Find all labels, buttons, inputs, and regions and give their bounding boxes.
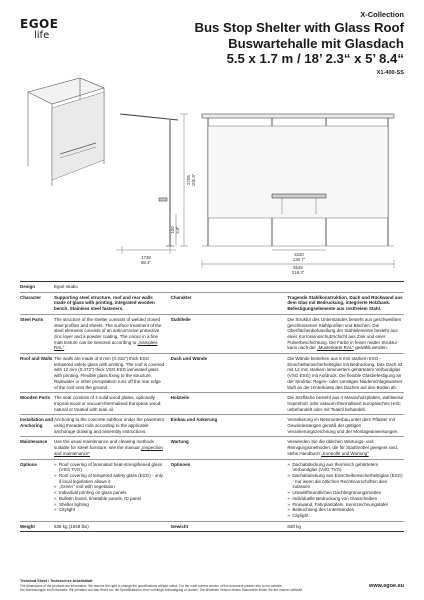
label-roof-en: Roof and Walls [20, 356, 53, 362]
value-maint-de [287, 437, 404, 459]
page-footer [20, 579, 404, 592]
brand-subline: life [34, 30, 50, 41]
page-header [104, 10, 404, 77]
label-weight-de: Gewicht [170, 523, 189, 529]
dim-clear-mm: 100 [170, 226, 175, 234]
front-view-labels [292, 252, 306, 274]
option-item: » Shelter lighting [54, 502, 165, 508]
label-weight-en: Weight [20, 523, 35, 529]
label-maint-de: Wartung [170, 439, 189, 445]
label-steel-de: Stahlteile [170, 316, 191, 322]
maint-en-text: Use the usual maintenance and cleaning methods suitable for street furniture, see the manual [54, 439, 154, 451]
option-item: » Bulletin board, timetable panels, ID panel [54, 496, 165, 502]
spec-row-wood [20, 393, 404, 415]
spec-row-character [20, 292, 404, 314]
steel-en-link[interactable]: „Sampleis RAL“ [54, 339, 158, 351]
option-item: » Beleuchtung des Unterstandes [287, 507, 404, 513]
value-character-de: Tragende Stahlkonstruktion, Dach und Rückwand aus dem Glas mit Bedruckung, integrierte Holzbank. Befestigungselemente aus rostfreiem Stahl. [287, 294, 403, 312]
spec-row-weight [20, 521, 404, 532]
value-steel-en [54, 314, 171, 353]
label-steel-en: Steel Parts [20, 316, 44, 322]
label-character-en: Character [20, 294, 42, 300]
dim-inner-mm: 3320 [294, 252, 304, 257]
dim-clear-in: 3.9“ [175, 226, 180, 234]
option-item: » Roof covering of laminated heat-strengthened glass (VSG TVG) [54, 462, 165, 473]
spec-row-steel [20, 314, 404, 353]
value-roof-de: Die Wände bestehen aus 8 mm starkem ESG-Einscheibensicherheitsglas mit Bedruckung. Das Dach ist mit 12 mm starkem laminiertem gehärtetem Verbundglas (VSG ESG) mit Aufdruck. Die flexible Glasbefestigung an der Struktur. Regen- oder sonstiges Niederschlagswasser läuft an der Hinterkante des Daches auf den Boden ab. [287, 356, 403, 390]
value-install-en: Anchoring to the concrete subfloor under the pavement using threaded rods according to the applicable anchorage drawing and assembly instructions. [54, 417, 164, 434]
brand-logo [20, 18, 58, 41]
option-item: » Citylight [287, 513, 404, 519]
dim-inner-in: 130.7“ [292, 257, 306, 262]
label-options-en: Options [20, 461, 37, 467]
perspective-view [28, 78, 104, 186]
value-design: Egoé studio [54, 284, 78, 289]
option-item: » Pinnwand, Fahrplantafeln, Kennzeichnungstafel [287, 502, 404, 508]
label-character-de: Charakter [170, 294, 192, 300]
option-item: » Dachabdeckung aus thermisch gehärtetem Verbundglas (VSG TVG) [287, 462, 404, 473]
value-steel-de [287, 314, 404, 353]
value-roof-en: The walls are made of 8 mm (0.315") thick ESG tempered safety glass with printing. The roof is covered with 12 mm (0.472") thick VSG ESG laminated glass with printing. Flexible glass fixing to the structure. Rainwater or other precipitation runs off the rear edge of the roof onto the ground. [54, 356, 165, 390]
label-design: Design [20, 284, 36, 289]
label-maint-en: Maintenance [20, 439, 48, 445]
spec-row-roof [20, 354, 404, 393]
option-item: » Umweltfreundlichen Dachbegrünungsmatten [287, 490, 404, 496]
dim-depth-in: 68.4“ [140, 260, 152, 265]
option-item: » „Green“ roof with vegetation [54, 484, 165, 490]
options-list-de [287, 462, 404, 519]
dim-total-mm: 5548 [293, 265, 303, 270]
value-weight-en: 638 kg (1848 lbs) [54, 523, 89, 529]
footer-website-link[interactable]: www.egoe.eu [369, 583, 404, 589]
value-character-en: Supporting steel structure, roof and rear walls made of glass with printing, integrated wooden bench. Stainless steel fasteners. [54, 294, 155, 312]
front-view [202, 114, 394, 268]
title-dimensions: 5.5 x 1.7 m / 18’ 2.3“ x 5’ 8.4“ [226, 51, 404, 66]
side-view-labels [141, 173, 196, 265]
label-install-de: Einbau und Ankerung [170, 417, 218, 423]
steel-de-link[interactable]: „Musterkarte RAL“ [317, 345, 354, 351]
title-german: Buswartehalle mit Glasdach [228, 35, 404, 51]
value-options-de [287, 459, 404, 521]
option-item: » Individuelle Bedruckung von Glasscheiben [287, 496, 404, 502]
label-wood-en: Wooden Parts [20, 395, 51, 401]
value-weight-de: 638 kg [287, 523, 301, 529]
label-install-en: Installation and Anchoring [20, 417, 54, 429]
dim-height-mm: 2705 [186, 175, 191, 185]
option-item: » Roof covering of tempered safety glass (ESG) - only if local legislation allows it [54, 473, 165, 484]
label-roof-de: Dach und Wände [170, 356, 208, 362]
spec-row-installation [20, 415, 404, 437]
spec-row-design [20, 282, 404, 293]
value-wood-de: Die Sitzfläche besteht aus 4 Massivholzplatten, wahlweise tropenholz oder vakuum-thermalisiert europäisches Holz; unbehandelt oder mit Teaköl behandelt. [287, 395, 404, 412]
specification-table [20, 281, 404, 532]
dim-depth-mm: 1738 [141, 255, 151, 260]
option-item: » Citylight [54, 507, 165, 513]
options-list-en [54, 462, 165, 513]
option-item: » Individual printing on glass panels [54, 490, 165, 496]
steel-en-text: The structure of the shelter consists of welded closed steel profiles and sheets. The surface treatment of the steel elements consists of an anticorrosive protective zinc layer and a powder coating. The colour in a fine matt texture can be selected according to [54, 316, 162, 345]
footer-disclaimer-en: The dimensions of the products are informative. We reserve the right to change the specifications without notice. For the most current version of this document please refer to our website. [20, 584, 283, 588]
dim-height-in: 106.5“ [191, 173, 196, 187]
dim-total-in: 218.3“ [291, 270, 305, 274]
value-wood-en: The seat consists of 4 solid wood plates, optionally tropical wood or vacuum-thermalised European wood; natural or treated with teak oil. [54, 395, 162, 412]
technical-drawing [20, 74, 404, 274]
brand-name: EGOE [20, 17, 59, 31]
steel-de-tail: gewählt werden. [355, 345, 388, 351]
maint-de-text: Verwenden Sie die üblichen Wartungs- und Reinigungsmethoden, die für Stadtmöbel geeignet sind, siehe Handbuch [287, 439, 399, 456]
footer-title: Technical Sheet / Technisches Arbeitsblatt [20, 579, 93, 583]
option-item: » Dachabdeckung aus Einscheibensicherheitsglas (ESG) - nur wenn die örtlichen Rechtsvorschriften dies zulassen [287, 473, 404, 490]
label-options-de: Optionen [170, 461, 191, 467]
title-english: Bus Stop Shelter with Glass Roof [194, 20, 404, 35]
maint-en-link[interactable]: „Inspection and maintenance“ [54, 445, 163, 456]
value-maint-en [54, 437, 171, 459]
footer-disclaimer-de: Die Abmessungen sind informativ. Wir behalten uns das Recht vor, die Spezifikationen ohne vorherige Ankündigung zu ändern. Die aktuellste Version dieses Dokuments finden Sie auf unserer Website. [20, 588, 304, 593]
value-options-en [54, 459, 171, 521]
label-wood-de: Holzteile [170, 395, 190, 401]
spec-row-maintenance [20, 437, 404, 459]
product-code: X1-400-SS [376, 69, 404, 76]
spec-row-options [20, 459, 404, 521]
collection-name: X-Collection [360, 10, 404, 19]
maint-de-link[interactable]: „Kontrolle und Wartung“ [321, 450, 369, 456]
steel-de-text: Die Struktur des Unterstandes besteht aus geschweißten geschlossenen Stahlprofilen und Blechen. Die Oberflächenbehandlung der Stahlelemente besteht aus einer Korrosionsschutzschicht aus Zink und einer Pulverbeschichtung. Die Farbe in feiner matter Struktur kann nach der [287, 316, 402, 351]
value-install-de: Verankerung im Betonunterbau unter dem Pflaster mit Gewindestangen gemäß der gültigen Verankerungszeichnung und der Montageanweisungen. [287, 417, 399, 434]
